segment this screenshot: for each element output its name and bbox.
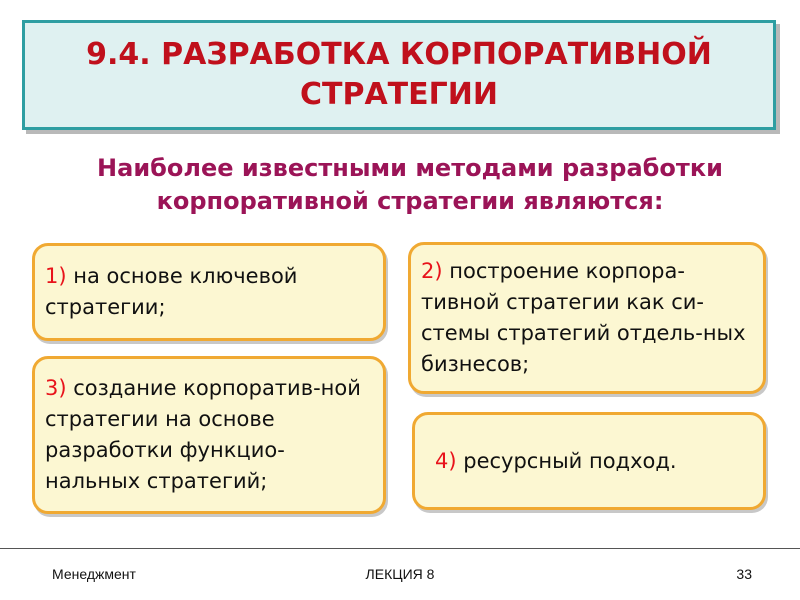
method-text-1: на основе ключевой стратегии; bbox=[45, 264, 298, 319]
method-card-2 bbox=[408, 242, 766, 394]
method-text-4: ресурсный подход. bbox=[463, 448, 677, 473]
method-card-1 bbox=[32, 243, 386, 341]
method-number-3: 3) bbox=[45, 376, 67, 400]
method-card-3 bbox=[32, 356, 386, 514]
method-card-2-content bbox=[421, 256, 757, 380]
title-box bbox=[22, 20, 776, 130]
method-text-3: создание корпоратив-ной стратегии на основе разработки функцио-нальных стратегий; bbox=[45, 376, 361, 493]
method-card-1-content bbox=[45, 261, 377, 323]
method-number-4: 4) bbox=[435, 448, 457, 473]
footer-divider bbox=[0, 548, 800, 549]
method-number-2: 2) bbox=[421, 259, 443, 283]
method-number-1: 1) bbox=[45, 264, 67, 288]
method-card-4-content bbox=[435, 446, 677, 477]
method-card-3-content bbox=[45, 373, 377, 497]
footer-page-number: 33 bbox=[736, 566, 752, 582]
footer-course: Менеджмент bbox=[52, 566, 136, 582]
method-card-4 bbox=[412, 412, 766, 510]
footer-lecture: ЛЕКЦИЯ 8 bbox=[365, 566, 435, 582]
slide-subtitle: Наиболее известными методами разработки корпоративной стратегии являются: bbox=[97, 154, 723, 215]
slide-title: 9.4. РАЗРАБОТКА КОРПОРАТИВНОЙ СТРАТЕГИИ bbox=[86, 37, 712, 112]
method-text-2: построение корпора-тивной стратегии как си-стемы стратегий отдель-ных бизнесов; bbox=[421, 259, 746, 376]
